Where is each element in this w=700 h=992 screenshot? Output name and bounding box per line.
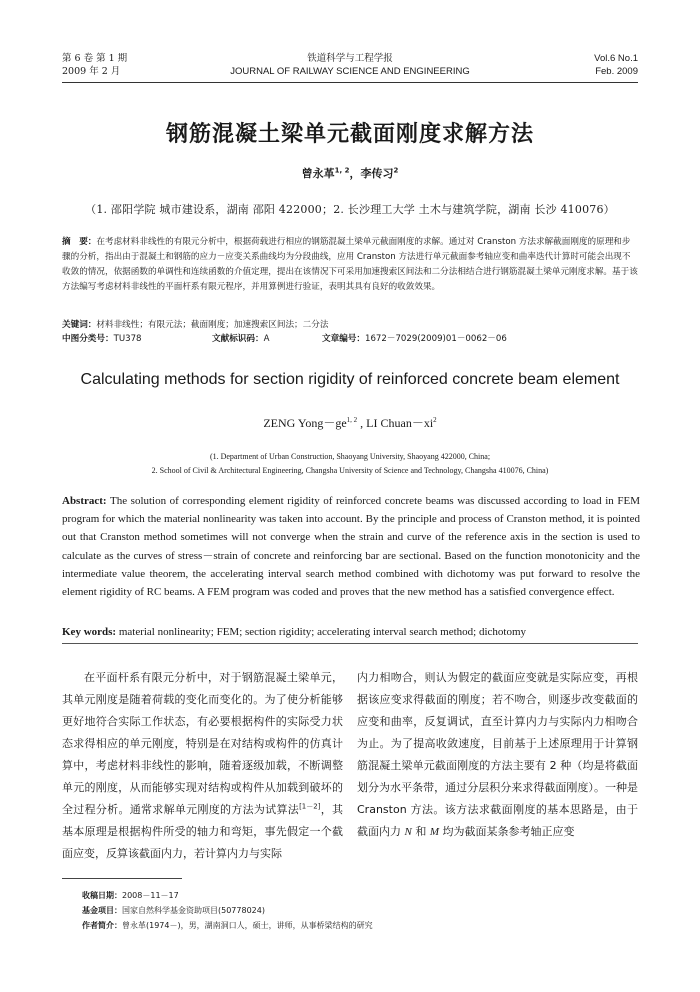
footnote-author <box>82 918 642 933</box>
abstract-en <box>62 492 640 601</box>
author-affil-sup: 1, 2 <box>334 166 350 175</box>
keywords-cn <box>62 318 638 332</box>
footnote-label: 基金项目： <box>82 906 122 915</box>
author-affil-sup-en: 2 <box>433 416 437 424</box>
author-separator-en: , <box>357 416 367 430</box>
doc-code-label: 文献标识码： <box>212 334 264 344</box>
body-column-left <box>62 667 343 865</box>
clc-value: TU378 <box>113 334 142 344</box>
issue-info-en <box>594 52 638 78</box>
classification-row <box>62 332 638 346</box>
body-text: ，其基本原理是根据构件所受的轴力和弯矩，事先假定一个截面应变，反算该截面内力，若计算内力与实际 <box>62 803 344 860</box>
author-name-en: LI Chuan－xi <box>366 416 434 430</box>
volume-issue: 第 6 卷 第 1 期 <box>62 53 128 64</box>
author-name: 李传习 <box>360 167 394 180</box>
issue-date-en: Feb. 2009 <box>595 66 638 77</box>
footnote-label: 作者简介： <box>82 921 122 930</box>
footnotes <box>82 888 642 933</box>
journal-name-en: JOURNAL OF RAILWAY SCIENCE AND ENGINEERING <box>230 66 470 77</box>
author-name: 曾永革 <box>301 167 335 180</box>
keywords-label-cn: 关键词： <box>62 320 97 330</box>
author-separator: ， <box>349 167 361 180</box>
keywords-text-en: material nonlinearity; FEM; section rigidity; accelerating interval search method; dichotomy <box>118 626 527 638</box>
footnote-label: 收稿日期： <box>82 891 122 900</box>
affiliation-en <box>0 450 700 478</box>
abstract-cn <box>62 235 638 295</box>
running-header <box>62 52 638 86</box>
authors-en <box>0 414 700 431</box>
doc-code-value: A <box>263 334 270 344</box>
body-paragraph <box>62 667 343 865</box>
math-symbol: N <box>404 826 412 838</box>
article-metadata-cn <box>62 318 638 346</box>
article-number-value: 1672－7029(2009)01－0062－06 <box>364 334 507 344</box>
keywords-en <box>62 626 640 638</box>
footnote-fund <box>82 903 642 918</box>
authors-cn <box>0 165 700 181</box>
header-divider <box>62 82 638 83</box>
volume-issue-en: Vol.6 No.1 <box>594 53 638 64</box>
body-column-right <box>357 667 638 843</box>
abstract-label-en: Abstract: <box>62 495 107 507</box>
abstract-label-cn: 摘 要： <box>62 237 97 247</box>
body-text: 均为截面某条参考轴正应变 <box>439 825 575 838</box>
citation: [1－2] <box>299 802 321 811</box>
author-affil-sup: 2 <box>393 166 399 175</box>
footnote-value: 国家自然科学基金资助项目(50778024) <box>122 906 265 915</box>
issue-date: 2009 年 2 月 <box>62 66 121 77</box>
affiliation-en-line: 2. School of Civil & Architectural Engineering, Changsha University of Science and Technology, Changsha 410076, China) <box>151 466 549 475</box>
paper-title-en: Calculating methods for section rigidity of reinforced concrete beam element <box>80 371 620 388</box>
body-text: 在平面杆系有限元分析中，对于钢筋混凝土梁单元，其单元刚度是随着荷载的变化而变化的。为了使分析能够更好地符合实际工作状态，有必要根据构件的实际受力状态求得相应的单元刚度，特别是在对结构或构件的仿真计算中，考虑材料非线性的影响，随着逐级加载，不断调整单元的刚度，从而能够实现对结构或构件从加载到破坏的全过程分析。通常求解单元刚度的方法为试算法 <box>62 671 343 816</box>
journal-name <box>62 52 638 78</box>
keywords-label-en: Key words: <box>62 626 117 638</box>
author-name-en: ZENG Yong－ge <box>263 416 347 430</box>
abstract-text-en: The solution of corresponding element rigidity of reinforced concrete beams was discussed according to load in FEM program for which the material nonlinearity was taken into account. By the principle and process of Cranston method, it is pointed out that Cranston method sometimes will not converge when the strain and curve of the reference axis in the section is used to calculate as the curves of stress－strain of concrete and reinforcing bar are sectional. Based on the function monotonicity and the intermediate value theorem, the accelerating interval search method combined with dichotomy was put forward to resolve the element rigidity of RC beams. A FEM program was coded and proves that the new method has a satisfied convergence effect. <box>62 495 640 599</box>
footnote-value: 曾永革(1974－)，男，湖南洞口人，硕士，讲师，从事桥梁结构的研究 <box>122 921 373 930</box>
footnote-value: 2008－11－17 <box>122 891 179 900</box>
body-text: 和 <box>411 825 430 838</box>
article-number-label: 文章编号： <box>322 334 365 344</box>
footnote-divider <box>62 878 182 879</box>
keywords-text-cn: 材料非线性；有限元法；截面刚度；加速搜索区间法；二分法 <box>96 320 329 330</box>
math-symbol: M <box>429 826 440 838</box>
abstract-divider <box>62 643 638 644</box>
affiliation-cn: （1. 邵阳学院 城市建设系，湖南 邵阳 422000；2. 长沙理工大学 土木与建筑学院，湖南 长沙 410076） <box>85 203 615 216</box>
journal-name-cn: 铁道科学与工程学报 <box>307 53 393 64</box>
affiliation-en-line: (1. Department of Urban Construction, Shaoyang University, Shaoyang 422000, China; <box>209 452 491 461</box>
body-text: 内力相吻合，则认为假定的截面应变就是实际应变，再根据该应变求得截面的刚度；若不吻合，则逐步改变截面的应变和曲率，反复调试，直至计算内力与实际内力相吻合为止。为了提高收敛速度，目前基于上述原理用于计算钢筋混凝土梁单元截面刚度的方法主要有 2 种（均是将截面划分为水平条带，通过分层积分来求得截面刚度）。一种是 Cranston 方法。该方法求截面刚度的基本思路是，由于截面内力 <box>357 671 638 838</box>
paper-title-cn: 钢筋混凝土梁单元截面刚度求解方法 <box>165 122 534 147</box>
clc-label: 中图分类号： <box>62 334 114 344</box>
author-affil-sup-en: 1, 2 <box>346 416 358 424</box>
body-paragraph <box>357 667 638 843</box>
footnote-received <box>82 888 642 903</box>
abstract-text-cn: 在考虑材料非线性的有限元分析中，根据荷载进行相应的钢筋混凝土梁单元截面刚度的求解。通过对 Cranston 方法求解截面刚度的原理和步骤的分析，指出由于混凝土和钢筋的应力－应变关系曲线均为分段曲线，应用 Cranston 方法进行单元截面参考轴应变和曲率迭代计算时可能会出现不收敛的情况，依据函数的单调性和连续函数的介值定理，提出在该情况下可采用加速搜索区间法和二分法相结合进行钢筋混凝土梁单元刚度求解。基于该方法编写考虑材料非线性的平面杆系有限元程序，并用算例进行验证，表明其具有良好的收敛效果。 <box>62 237 638 292</box>
